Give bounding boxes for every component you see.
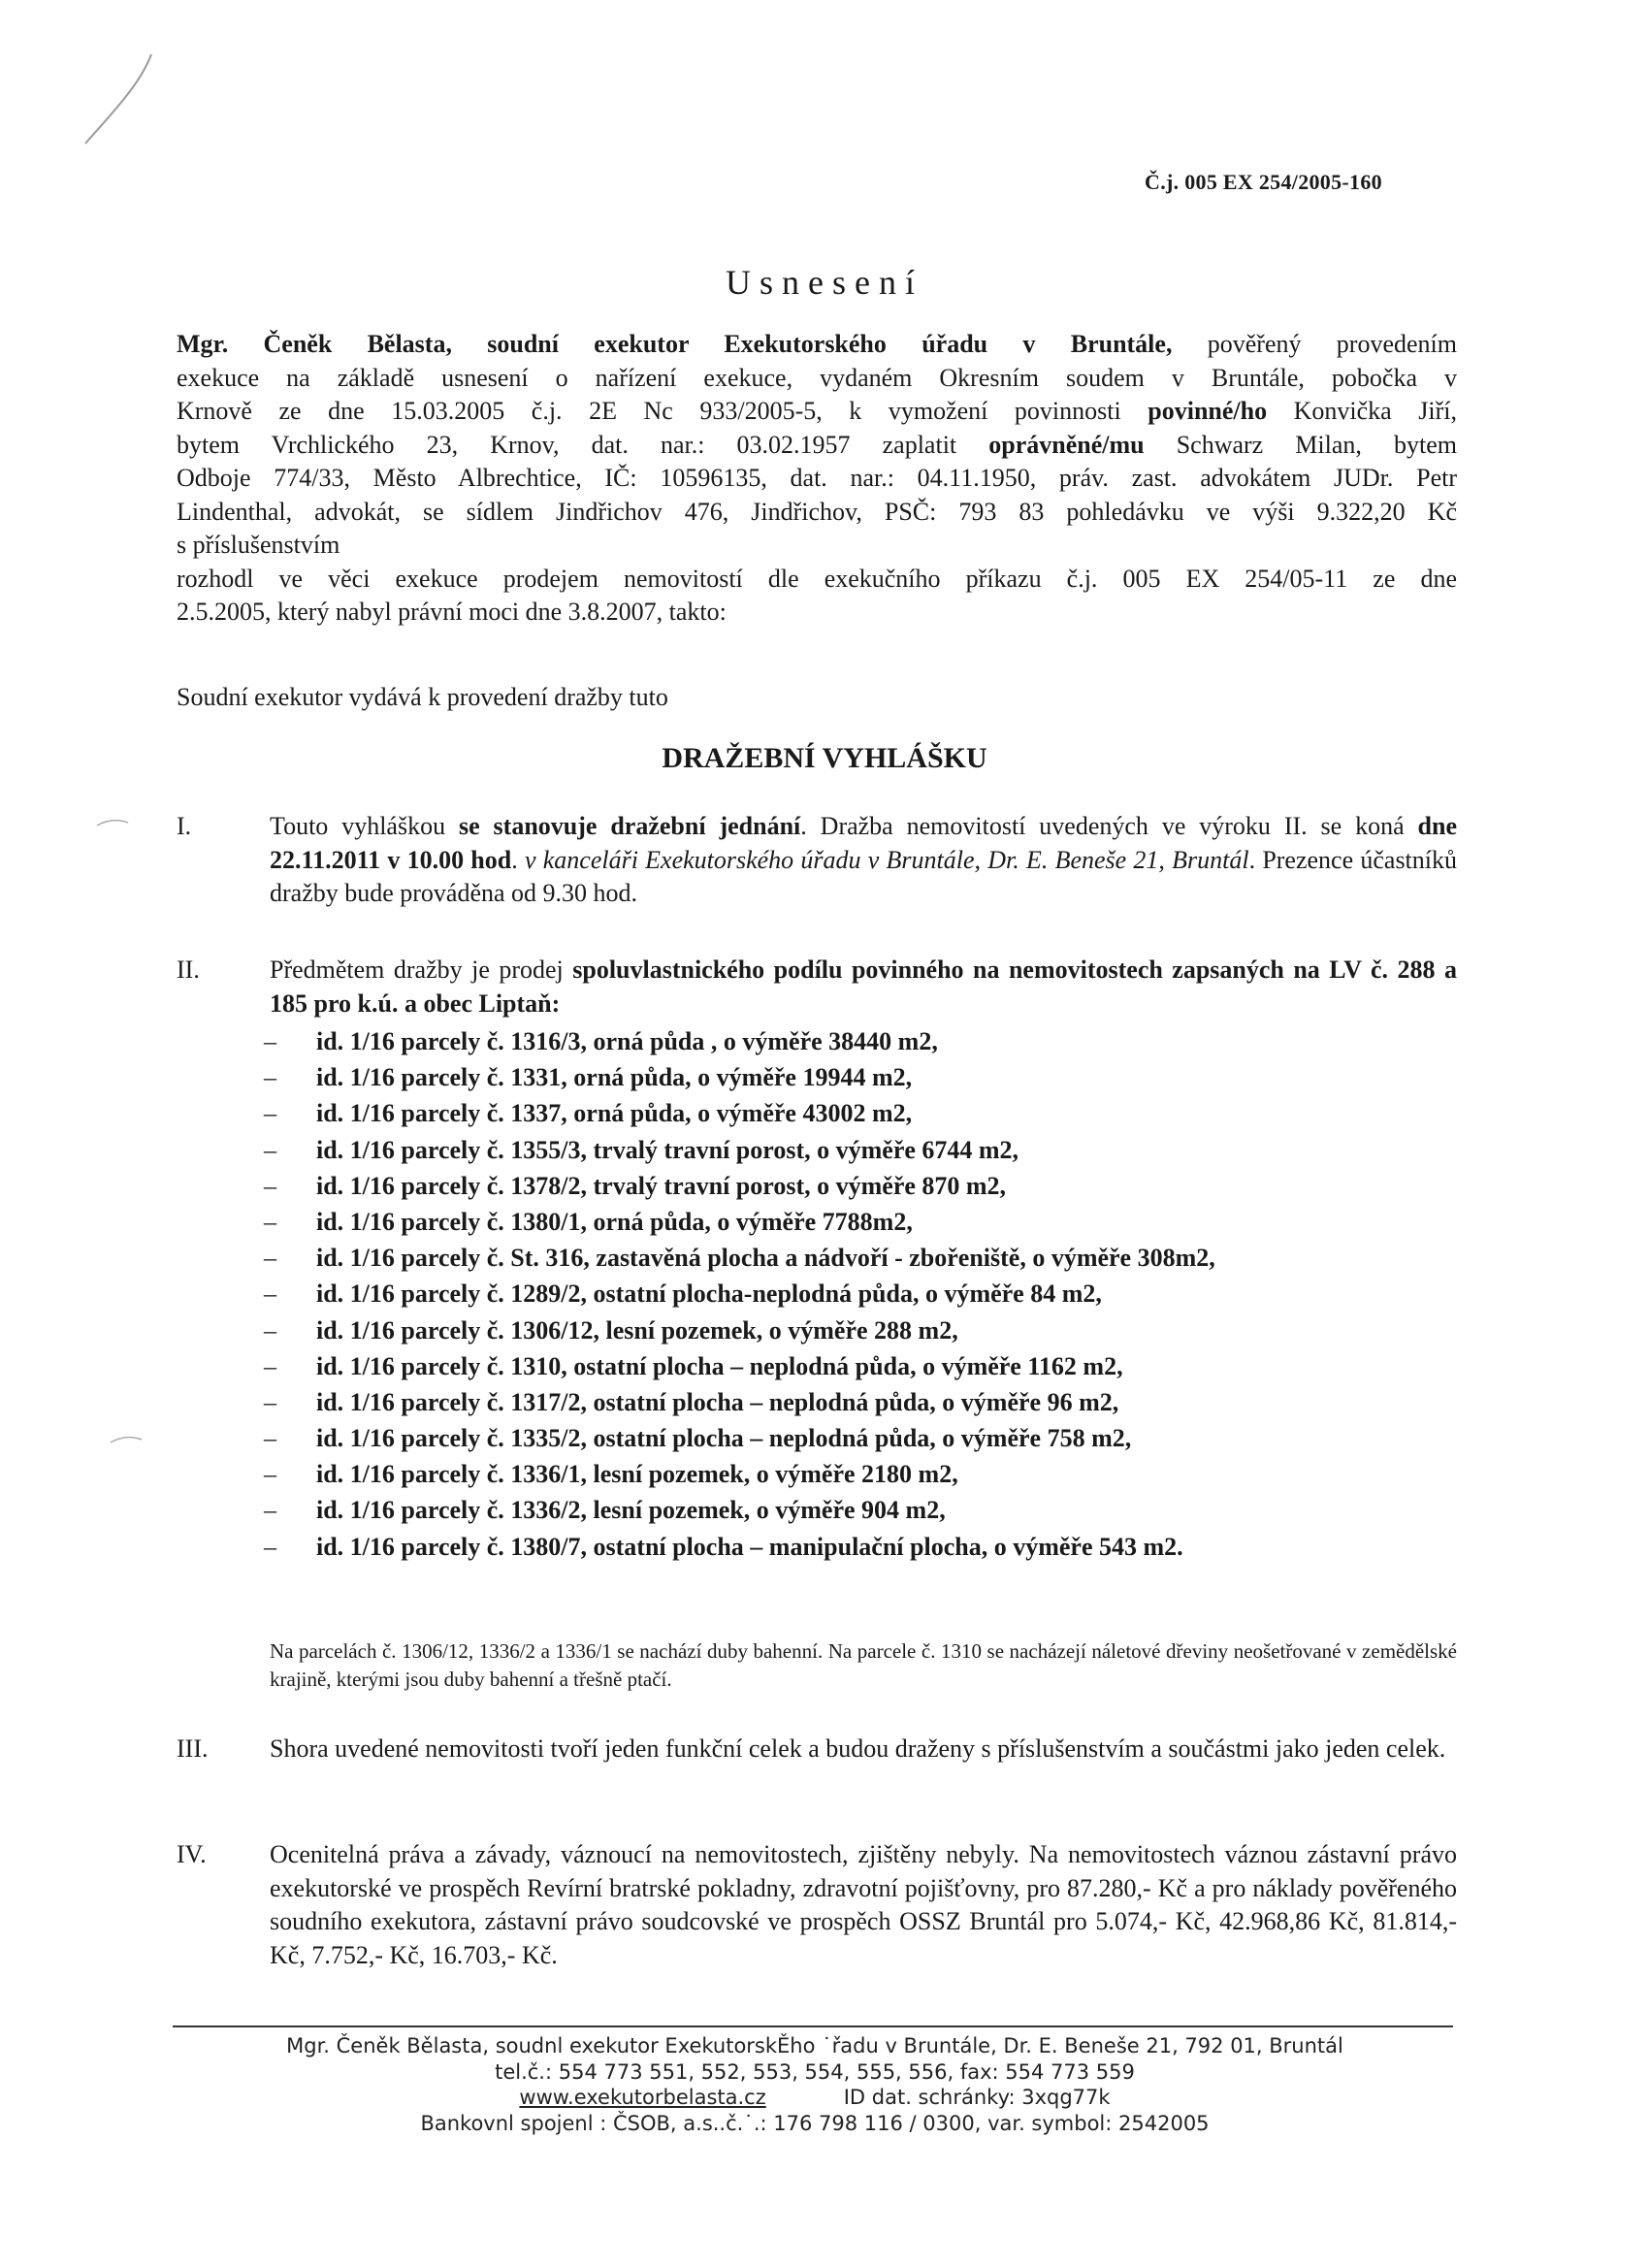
list-dash: –	[264, 1063, 276, 1092]
parcel-text: id. 1/16 parcely č. 1310, ostatní plocha – neplodná půda, o výměře 1162 m2,	[316, 1351, 1123, 1380]
intro-line	[177, 395, 1457, 429]
list-dash: –	[264, 1351, 276, 1380]
list-dash: –	[264, 1207, 276, 1236]
margin-mark	[109, 1434, 144, 1443]
section-text	[270, 810, 1457, 911]
text-run: 2.5.2005, který nabyl právní moci dne 3.8.2007, takto:	[177, 598, 727, 626]
list-dash: –	[264, 1099, 276, 1128]
list-dash: –	[264, 1315, 276, 1345]
case-reference: Č.j. 005 EX 254/2005-160	[1145, 170, 1382, 194]
text-run: dne 22.11.2011 v 10.00 hod	[270, 812, 1458, 874]
parcel-text: id. 1/16 parcely č. 1331, orná půda, o výměře 19944 m2,	[316, 1063, 913, 1092]
text-run: s příslušenstvím	[177, 531, 340, 559]
pen-stroke-mark	[81, 47, 178, 153]
parcel-text: id. 1/16 parcely č. 1289/2, ostatní plocha-neplodná půda, o výměře 84 m2,	[316, 1280, 1102, 1309]
list-dash: –	[264, 1171, 276, 1200]
intro-paragraph	[177, 328, 1457, 630]
section-text	[270, 954, 1457, 1021]
parcel-text: id. 1/16 parcely č. 1336/2, lesní pozemek, o výměře 904 m2,	[316, 1496, 946, 1525]
intro-line	[177, 462, 1457, 496]
intro-line	[177, 529, 1457, 563]
intro-line	[177, 496, 1457, 530]
parcel-text: id. 1/16 parcely č. 1337, orná půda, o výměře 43002 m2,	[316, 1099, 913, 1128]
text-run: spoluvlastnického podílu povinného na nemovitostech zapsaných na LV č. 288 a 185 pro k.ú. a obec Liptaň:	[270, 956, 1457, 1018]
text-run: pověřený provedením	[1172, 330, 1457, 358]
parcel-text: id. 1/16 parcely č. 1306/12, lesní pozemek, o výměře 288 m2,	[316, 1315, 958, 1345]
text-run: Krnově ze dne 15.03.2005 č.j. 2E Nc 933/2005-5, k vymožení povinnosti	[177, 397, 1148, 425]
trees-note: Na parcelách č. 1306/12, 1336/2 a 1336/1 se nachází duby bahenní. Na parcele č. 1310 se nacházejí náletové dřeviny neošetřované v zemědělské krajině, kterými jsou duby bahenní a třešně ptačí.	[270, 1639, 1457, 1691]
text-run: Ocenitelná práva a závady, váznoucí na nemovitostech, zjištěny nebyly. Na nemovitostech váznou zástavní právo exekutorské ve prospěch Revírní bratrské pokladny, zdravotní pojišťovny, pro 87.280,- Kč a pro náklady pověřeného soudního exekutora, zástavní právo soudcovské ve prospěch OSSZ Bruntál pro 5.074,- Kč, 42.968,86 Kč, 81.814,- Kč, 7.752,- Kč, 16.703,- Kč.	[270, 1840, 1457, 1969]
text-run: . Prezence účastníků dražby bude prováděna od 9.30 hod.	[270, 845, 1458, 907]
text-run: . Dražba nemovitostí uvedených ve výroku II. se koná	[800, 812, 1418, 840]
auction-notice-title: DRAŽEBNÍ VYHLÁŠKU	[662, 742, 987, 774]
section-number: I.	[177, 812, 192, 840]
section-number: IV.	[177, 1840, 207, 1868]
text-run: .	[511, 845, 525, 874]
section-number: III.	[177, 1734, 209, 1763]
margin-mark	[95, 817, 130, 826]
section-number: II.	[177, 956, 200, 984]
footer-web-row	[146, 2085, 1484, 2111]
footer-phone: tel.č.: 554 773 551, 552, 553, 554, 555, 556, fax: 554 773 559	[495, 2059, 1135, 2084]
text-run: Konvička Jiří,	[1267, 397, 1457, 425]
parcel-text: id. 1/16 parcely č. 1316/3, orná půda , o výměře 38440 m2,	[316, 1027, 938, 1055]
data-box-id: ID dat. schránky: 3xqg77k	[843, 2086, 1111, 2109]
intro-line	[177, 429, 1457, 463]
list-dash: –	[264, 1460, 276, 1489]
parcel-text: id. 1/16 parcely č. 1380/1, orná půda, o výměře 7788m2,	[316, 1207, 913, 1236]
list-dash: –	[264, 1532, 276, 1561]
list-dash: –	[264, 1424, 276, 1453]
parcel-text: id. 1/16 parcely č. 1317/2, ostatní plocha – neplodná půda, o výměře 96 m2,	[316, 1387, 1119, 1416]
list-dash: –	[264, 1280, 276, 1309]
section-text	[270, 1838, 1457, 1972]
footer-divider	[173, 2025, 1453, 2027]
intro-line	[177, 362, 1457, 396]
list-dash: –	[264, 1135, 276, 1164]
text-run: rozhodl ve věci exekuce prodejem nemovitostí dle exekučního příkazu č.j. 005 EX 254/05-11 ze dne	[177, 564, 1457, 593]
text-run: oprávněné/mu	[988, 430, 1145, 459]
text-run: Předmětem dražby je prodej	[270, 956, 573, 984]
parcel-text: id. 1/16 parcely č. 1335/2, ostatní plocha – neplodná půda, o výměře 758 m2,	[316, 1424, 1132, 1453]
text-run: bytem Vrchlického 23, Krnov, dat. nar.: 03.02.1957 zaplatit	[177, 430, 989, 459]
list-dash: –	[264, 1027, 276, 1055]
text-run: Shora uvedené nemovitosti tvoří jeden funkční celek a budou draženy s příslušenstvím a součástmi jako jeden celek.	[270, 1734, 1446, 1763]
parcel-text: id. 1/16 parcely č. 1355/3, trvalý travní porost, o výměře 6744 m2,	[316, 1135, 1019, 1164]
text-run: povinné/ho	[1148, 397, 1268, 425]
intro-line	[177, 596, 1457, 630]
document-title: Usnesení	[726, 263, 923, 302]
website-link[interactable]: www.exekutorbelasta.cz	[519, 2086, 766, 2109]
section-text	[270, 1733, 1457, 1766]
text-run: Mgr. Čeněk Bělasta, soudní exekutor Exekutorského úřadu v Bruntále,	[177, 330, 1173, 358]
text-run: Touto vyhláškou	[270, 812, 459, 840]
text-run: Lindenthal, advokát, se sídlem Jindřichov 476, Jindřichov, PSČ: 793 83 pohledávku ve výši 9.322,20 Kč	[177, 497, 1457, 526]
text-run: v kanceláři Exekutorského úřadu v Bruntále, Dr. E. Beneše 21, Bruntál	[524, 845, 1249, 874]
intro-line	[177, 563, 1457, 597]
parcel-text: id. 1/16 parcely č. 1378/2, trvalý travní porost, o výměře 870 m2,	[316, 1171, 1007, 1200]
footer-address: Mgr. Čeněk Bělasta, soudnl exekutor ExekutorskĚho ˙řadu v Bruntále, Dr. E. Beneše 21, 792 01, Bruntál	[286, 2034, 1343, 2057]
text-run: Schwarz Milan, bytem	[1144, 430, 1457, 459]
list-dash: –	[264, 1387, 276, 1416]
letterhead-footer	[146, 2033, 1484, 2136]
footer-bank: Bankovnl spojenl : ČSOB, a.s..č.˙.: 176 798 116 / 0300, var. symbol: 2542005	[420, 2111, 1210, 2135]
intro-line	[177, 328, 1457, 362]
list-dash: –	[264, 1244, 276, 1273]
parcel-text: id. 1/16 parcely č. 1380/7, ostatní plocha – manipulační plocha, o výměře 543 m2.	[316, 1532, 1183, 1561]
parcel-text: id. 1/16 parcely č. 1336/1, lesní pozemek, o výměře 2180 m2,	[316, 1460, 958, 1489]
list-dash: –	[264, 1496, 276, 1525]
text-run: se stanovuje dražební jednání	[458, 812, 801, 840]
text-run: Odboje 774/33, Město Albrechtice, IČ: 10596135, dat. nar.: 04.11.1950, práv. zast. advokátem JUDr. Petr	[177, 464, 1457, 492]
parcel-text: id. 1/16 parcely č. St. 316, zastavěná plocha a nádvoří - zbořeniště, o výměře 308m2,	[316, 1244, 1215, 1273]
text-run: exekuce na základě usnesení o nařízení exekuce, vydaném Okresním soudem v Bruntále, pobočka v	[177, 363, 1457, 392]
lead-sentence: Soudní exekutor vydává k provedení dražby tuto	[177, 683, 668, 711]
